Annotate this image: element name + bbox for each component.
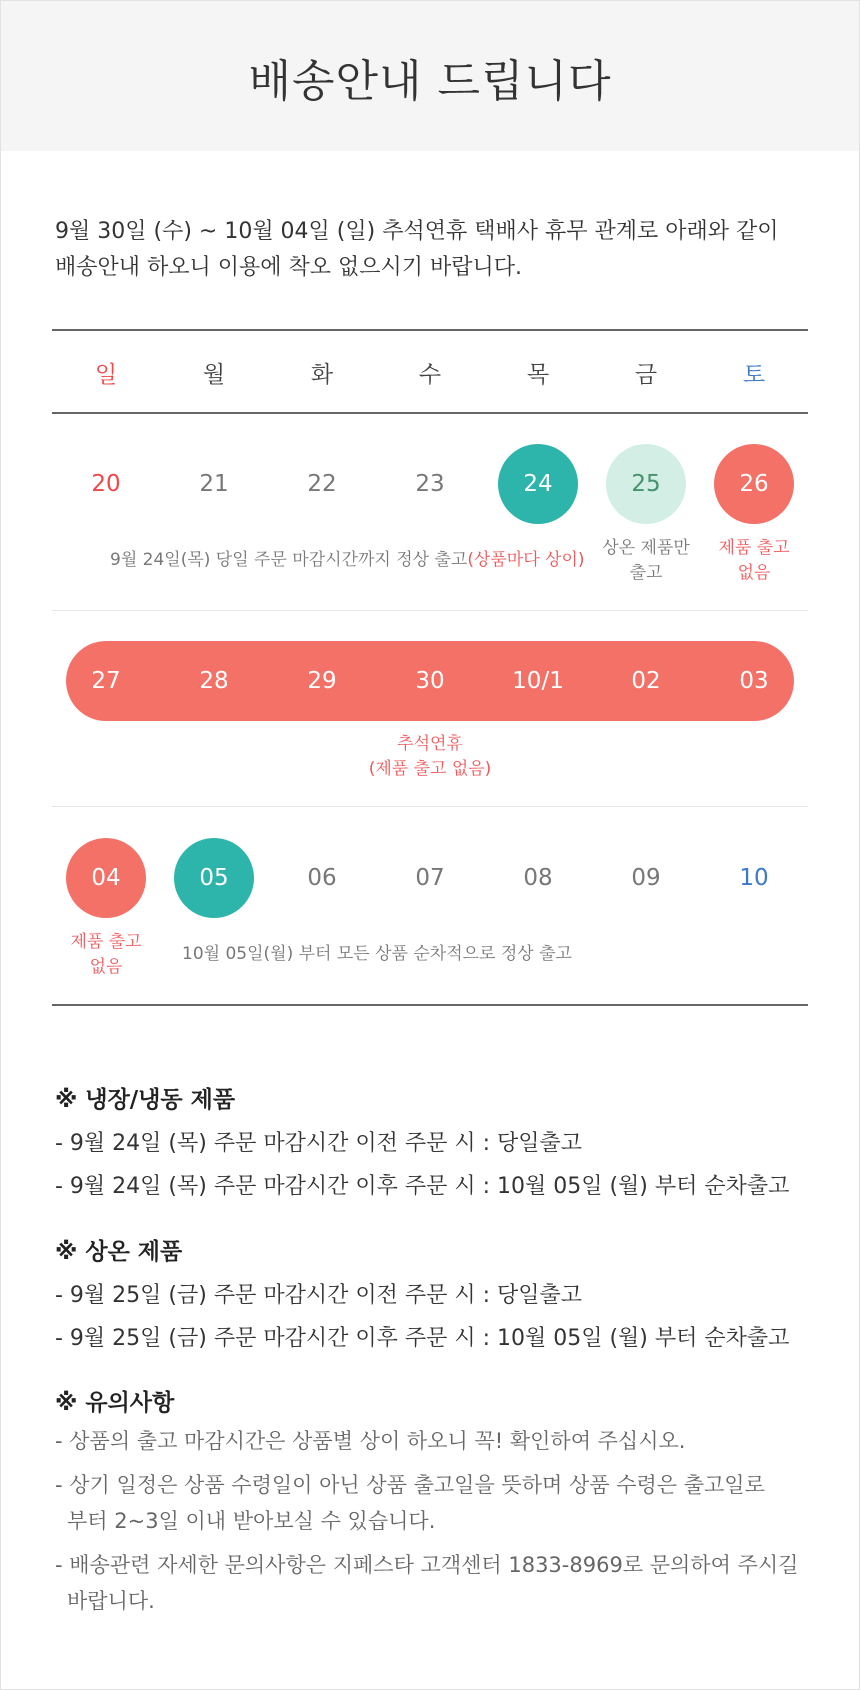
- weekday-wed: 수: [418, 362, 442, 388]
- holiday-date: 02: [631, 668, 661, 694]
- notice-line: - 상품의 출고 마감시간은 상품별 상이 하오니 꼭! 확인하여 주십시오.: [55, 1429, 686, 1453]
- date-cell: 06: [307, 865, 337, 891]
- notice-title: ※ 유의사항: [55, 1390, 175, 1416]
- room-temp-line: - 9월 25일 (금) 주문 마감시간 이전 주문 시 : 당일출고: [55, 1283, 582, 1308]
- week-divider: [52, 610, 808, 611]
- holiday-note: [330, 732, 530, 782]
- calendar-top-rule: [52, 329, 808, 331]
- calendar-bottom-rule: [52, 1004, 808, 1006]
- date-cell-frozen-last: 24: [498, 444, 578, 524]
- holiday-note-line: 추석연휴: [397, 734, 463, 754]
- week1-fri-note-line: 출고: [629, 563, 663, 583]
- date-cell: 21: [199, 471, 229, 497]
- week3-sun-note-line: 없음: [89, 957, 123, 977]
- weekday-sat: 토: [742, 362, 766, 388]
- date-cell: 09: [631, 865, 661, 891]
- room-temp-section: [55, 1233, 825, 1352]
- week1-note-main: 9월 24일(목) 당일 주문 마감시간까지 정상 출고: [110, 550, 468, 570]
- holiday-date: 10/1: [512, 668, 564, 694]
- week1-sat-note: [694, 536, 814, 586]
- intro-text: [55, 214, 815, 286]
- week3-sun-note: [46, 930, 166, 980]
- room-temp-line: - 9월 25일 (금) 주문 마감시간 이후 주문 시 : 10월 05일 (월) 부터 순차출고: [55, 1326, 790, 1351]
- week1-sat-note-line: 제품 출고: [718, 538, 790, 558]
- week1-note: [110, 548, 585, 573]
- notice-line: - 배송관련 자세한 문의사항은 지페스타 고객센터 1833-8969로 문의하여 주시길: [55, 1553, 799, 1577]
- date-cell-no-shipping: 26: [714, 444, 794, 524]
- date-cell: 10: [739, 865, 769, 891]
- frozen-line: - 9월 24일 (목) 주문 마감시간 이전 주문 시 : 당일출고: [55, 1131, 582, 1156]
- frozen-section: [55, 1081, 825, 1200]
- date-cell: 08: [523, 865, 553, 891]
- frozen-line: - 9월 24일 (목) 주문 마감시간 이후 주문 시 : 10월 05일 (월) 부터 순차출고: [55, 1174, 790, 1199]
- holiday-date: 03: [739, 668, 769, 694]
- weekday-fri: 금: [634, 362, 658, 388]
- room-temp-title: ※ 상온 제품: [55, 1239, 183, 1265]
- notice-line-cont: 바랍니다.: [67, 1589, 155, 1613]
- date-cell-shipping-resume: 05: [174, 838, 254, 918]
- holiday-date: 28: [199, 668, 229, 694]
- page-header: [1, 1, 859, 151]
- date-cell: 07: [415, 865, 445, 891]
- week3-note: 10월 05일(월) 부터 모든 상품 순차적으로 정상 출고: [182, 944, 572, 964]
- holiday-date: 27: [91, 668, 121, 694]
- weekday-mon: 월: [202, 362, 226, 388]
- notice-section: [55, 1384, 825, 1619]
- date-cell-room-temp-only: 25: [606, 444, 686, 524]
- week-divider: [52, 806, 808, 807]
- holiday-date: 30: [415, 668, 445, 694]
- intro-line-2: 배송안내 하오니 이용에 착오 없으시기 바랍니다.: [55, 255, 523, 280]
- notice-line: - 상기 일정은 상품 수령일이 아닌 상품 출고일을 뜻하며 상품 수령은 출고일로: [55, 1473, 765, 1497]
- intro-line-1: 9월 30일 (수) ~ 10월 04일 (일) 추석연휴 택배사 휴무 관계로 아래와 같이: [55, 219, 779, 244]
- holiday-note-line: (제품 출고 없음): [368, 759, 492, 779]
- weekday-bottom-rule: [52, 412, 808, 414]
- date-cell-no-shipping: 04: [66, 838, 146, 918]
- weekday-thu: 목: [526, 362, 550, 388]
- week1-note-highlight: (상품마다 상이): [467, 550, 585, 570]
- date-cell: 23: [415, 471, 445, 497]
- frozen-title: ※ 냉장/냉동 제품: [55, 1087, 236, 1113]
- weekday-sun: 일: [94, 362, 118, 388]
- week1-fri-note: [586, 536, 706, 586]
- date-cell: 20: [91, 471, 121, 497]
- weekday-tue: 화: [310, 362, 334, 388]
- holiday-date: 29: [307, 668, 337, 694]
- date-cell: 22: [307, 471, 337, 497]
- week3-sun-note-line: 제품 출고: [70, 932, 142, 952]
- notice-line-cont: 부터 2~3일 이내 받아보실 수 있습니다.: [67, 1509, 436, 1533]
- page-title: 배송안내 드립니다: [248, 56, 612, 107]
- week1-sat-note-line: 없음: [737, 563, 771, 583]
- week1-fri-note-line: 상온 제품만: [602, 538, 690, 558]
